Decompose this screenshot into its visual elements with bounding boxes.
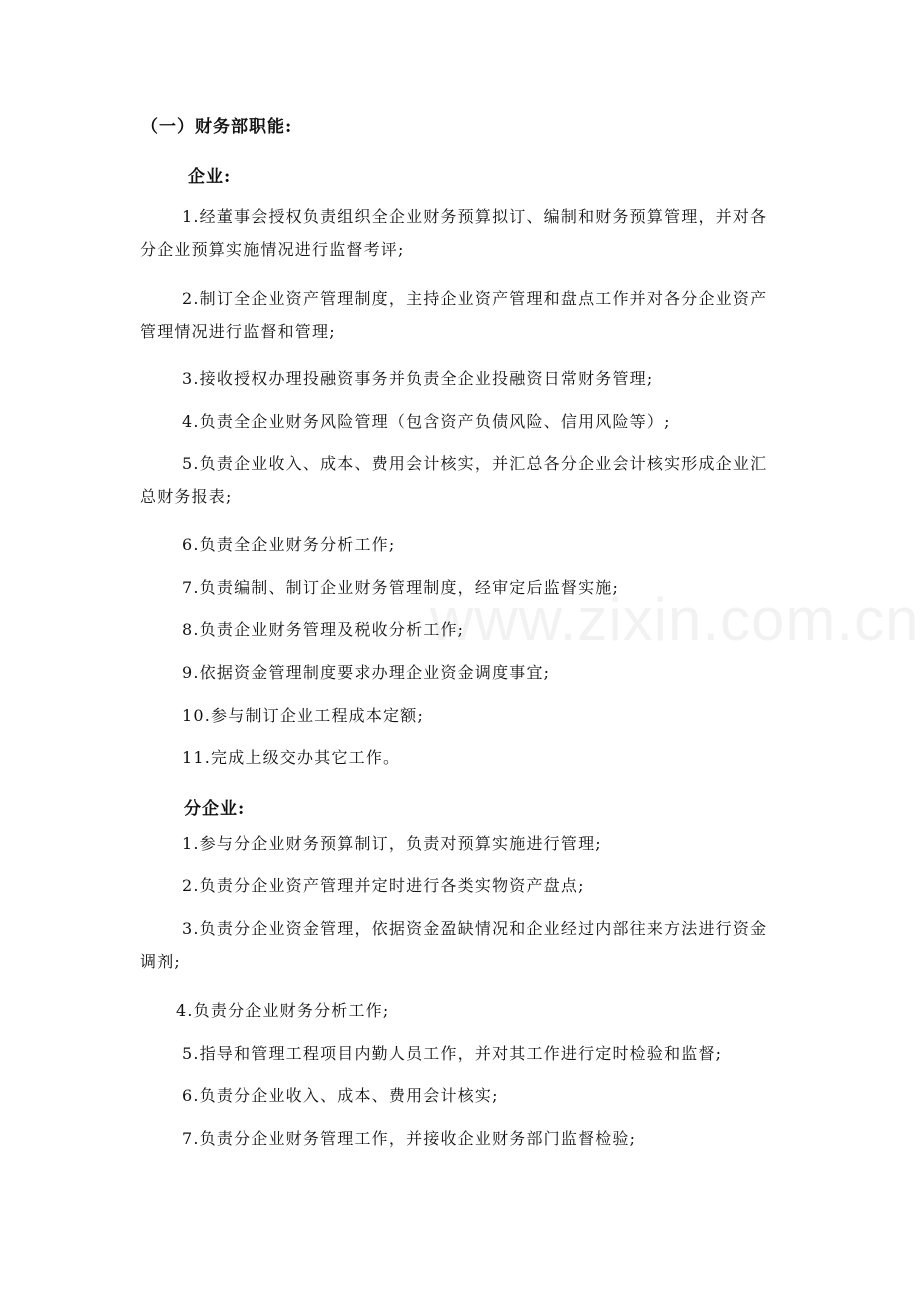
branch-item-6: 6.负责分企业收入、成本、费用会计核实; xyxy=(182,1086,499,1105)
branch-item-7: 7.负责分企业财务管理工作，并接收企业财务部门监督检验; xyxy=(182,1129,637,1148)
branch-item-1: 1.参与分企业财务预算制订，负责对预算实施进行管理; xyxy=(182,834,602,853)
branch-item-4: 4.负责分企业财务分析工作; xyxy=(176,1001,390,1020)
branch-item-3: 3.负责分企业资金管理，依据资金盈缺情况和企业经过内部往来方法进行资金调剂; xyxy=(140,919,768,971)
company-item-10: 10.参与制订企业工程成本定额; xyxy=(182,706,425,725)
section-heading: （一）财务部职能: xyxy=(141,117,293,137)
company-item-11: 11.完成上级交办其它工作。 xyxy=(182,748,401,767)
branch-item-2: 2.负责分企业资产管理并定时进行各类实物资产盘点; xyxy=(182,876,585,895)
company-item-2: 2.制订全企业资产管理制度，主持企业资产管理和盘点工作并对各分企业资产管理情况进行监督和管理; xyxy=(140,289,768,341)
branch-item-5: 5.指导和管理工程项目内勤人员工作，并对其工作进行定时检验和监督; xyxy=(182,1044,723,1063)
company-subheading: 企业: xyxy=(188,167,232,187)
company-item-1: 1.经董事会授权负责组织全企业财务预算拟订、编制和财务预算管理，并对各分企业预算实施情况进行监督考评; xyxy=(140,207,768,259)
company-item-8: 8.负责企业财务管理及税收分析工作; xyxy=(182,620,465,639)
watermark: www.zixin.com.cn xyxy=(430,586,920,653)
company-item-4: 4.负责全企业财务风险管理（包含资产负债风险、信用风险等）; xyxy=(182,412,671,431)
company-item-9: 9.依据资金管理制度要求办理企业资金调度事宜; xyxy=(182,663,551,682)
branch-subheading: 分企业: xyxy=(184,799,246,819)
company-item-3: 3.接收授权办理投融资事务并负责全企业投融资日常财务管理; xyxy=(182,369,654,388)
company-item-6: 6.负责全企业财务分析工作; xyxy=(182,535,396,554)
company-item-7: 7.负责编制、制订企业财务管理制度，经审定后监督实施; xyxy=(182,578,620,597)
company-item-5: 5.负责企业收入、成本、费用会计核实，并汇总各分企业会计核实形成企业汇总财务报表; xyxy=(140,454,768,506)
